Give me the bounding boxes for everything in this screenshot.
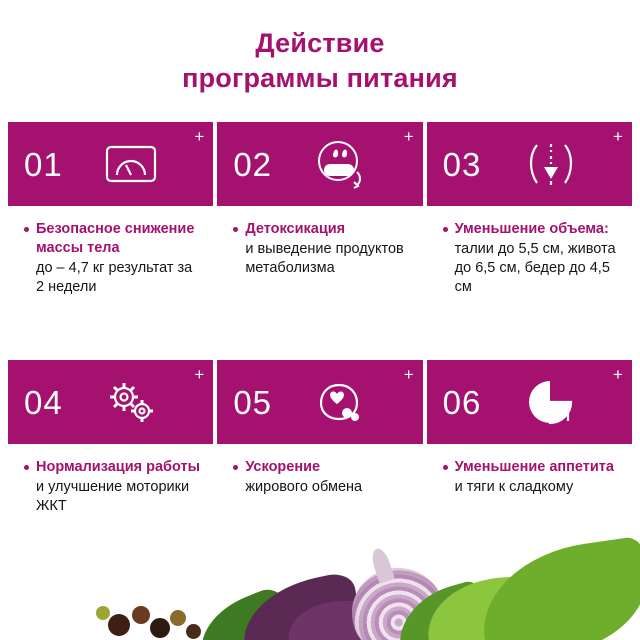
pie-portion-icon <box>481 360 624 444</box>
benefit-strong-text: Уменьшение объема: <box>454 221 609 237</box>
plus-icon: + <box>403 127 414 146</box>
gears-icon <box>63 360 206 444</box>
benefit-card-03-header <box>427 122 632 206</box>
benefit-card-02-body <box>217 206 422 356</box>
benefit-card-04 <box>6 358 215 542</box>
benefit-plain-text: и тяги к сладкому <box>454 479 574 496</box>
benefit-plain-text: и выведение продуктов метаболизма <box>245 241 404 277</box>
page-title-line-2: программы питания <box>182 62 458 93</box>
peppercorn <box>170 610 186 626</box>
peppercorn <box>186 624 201 639</box>
benefit-strong-text: Детоксикация <box>245 221 346 237</box>
bullet-row <box>24 458 203 516</box>
green-basil-leaf <box>189 584 300 640</box>
benefit-card-05 <box>215 358 424 542</box>
benefit-card-04-body <box>8 444 213 540</box>
benefit-card-01-body <box>8 206 213 356</box>
benefit-card-03 <box>425 120 634 358</box>
page-title-line-1: Действие <box>255 28 385 58</box>
benefit-card-06 <box>425 358 634 542</box>
fat-metabolism-icon <box>272 360 415 444</box>
bullet-row <box>233 458 412 497</box>
plus-icon: + <box>194 127 205 146</box>
benefit-card-04-header <box>8 360 213 444</box>
benefit-card-01 <box>6 120 215 358</box>
purple-basil-leaf <box>234 570 366 640</box>
peppercorn <box>150 618 170 638</box>
bullet-row <box>443 220 622 298</box>
scale-icon <box>63 122 206 206</box>
benefit-card-06-header <box>427 360 632 444</box>
peppercorn <box>108 614 130 636</box>
benefit-plain-text: жирового обмена <box>245 479 363 496</box>
bullet-row <box>233 220 412 278</box>
benefit-number: 02 <box>233 145 273 183</box>
benefit-number: 04 <box>24 383 63 421</box>
benefit-card-05-body <box>217 444 422 540</box>
benefit-number: 06 <box>442 383 482 421</box>
page-title <box>0 0 640 95</box>
plus-icon: + <box>403 365 414 384</box>
vegetables-photo-strip <box>0 530 640 640</box>
spinach-leaf-mid <box>426 568 585 640</box>
red-onion <box>349 565 447 640</box>
benefit-plain-text: талии до 5,5 см, живота до 6,5 см, бедер до 4,5 см <box>454 241 616 296</box>
spinach-leaf-large <box>474 536 640 640</box>
plus-icon: + <box>613 127 623 146</box>
benefit-strong-text: Безопасное снижение массы тела <box>36 221 195 257</box>
spinach-leaf-small <box>387 578 498 640</box>
benefit-number: 03 <box>442 145 482 183</box>
benefit-card-03-body <box>427 206 632 356</box>
benefit-card-06-body <box>427 444 632 540</box>
benefit-number: 01 <box>24 145 63 183</box>
benefit-card-01-header <box>8 122 213 206</box>
plus-icon: + <box>613 365 623 384</box>
purple-basil-leaf-2 <box>286 592 404 640</box>
benefit-number: 05 <box>233 383 273 421</box>
benefit-card-05-header <box>217 360 422 444</box>
red-onion-sprout <box>369 546 395 583</box>
peppercorn <box>132 606 150 624</box>
plus-icon: + <box>194 365 205 384</box>
detox-leaf-icon <box>272 122 415 206</box>
benefit-card-02-header <box>217 122 422 206</box>
peppercorn <box>96 606 110 620</box>
bullet-row <box>24 220 203 298</box>
waist-measure-icon <box>481 122 624 206</box>
benefit-strong-text: Уменьшение аппетита <box>454 459 614 475</box>
benefits-grid <box>6 120 634 542</box>
benefit-strong-text: Ускорение <box>245 459 321 475</box>
benefit-plain-text: до – 4,7 кг результат за 2 недели <box>36 260 193 296</box>
bullet-row <box>443 458 622 497</box>
benefit-strong-text: Нормализация работы <box>36 459 200 475</box>
benefit-card-02 <box>215 120 424 358</box>
benefit-plain-text: и улучшение моторики ЖКТ <box>36 479 190 515</box>
